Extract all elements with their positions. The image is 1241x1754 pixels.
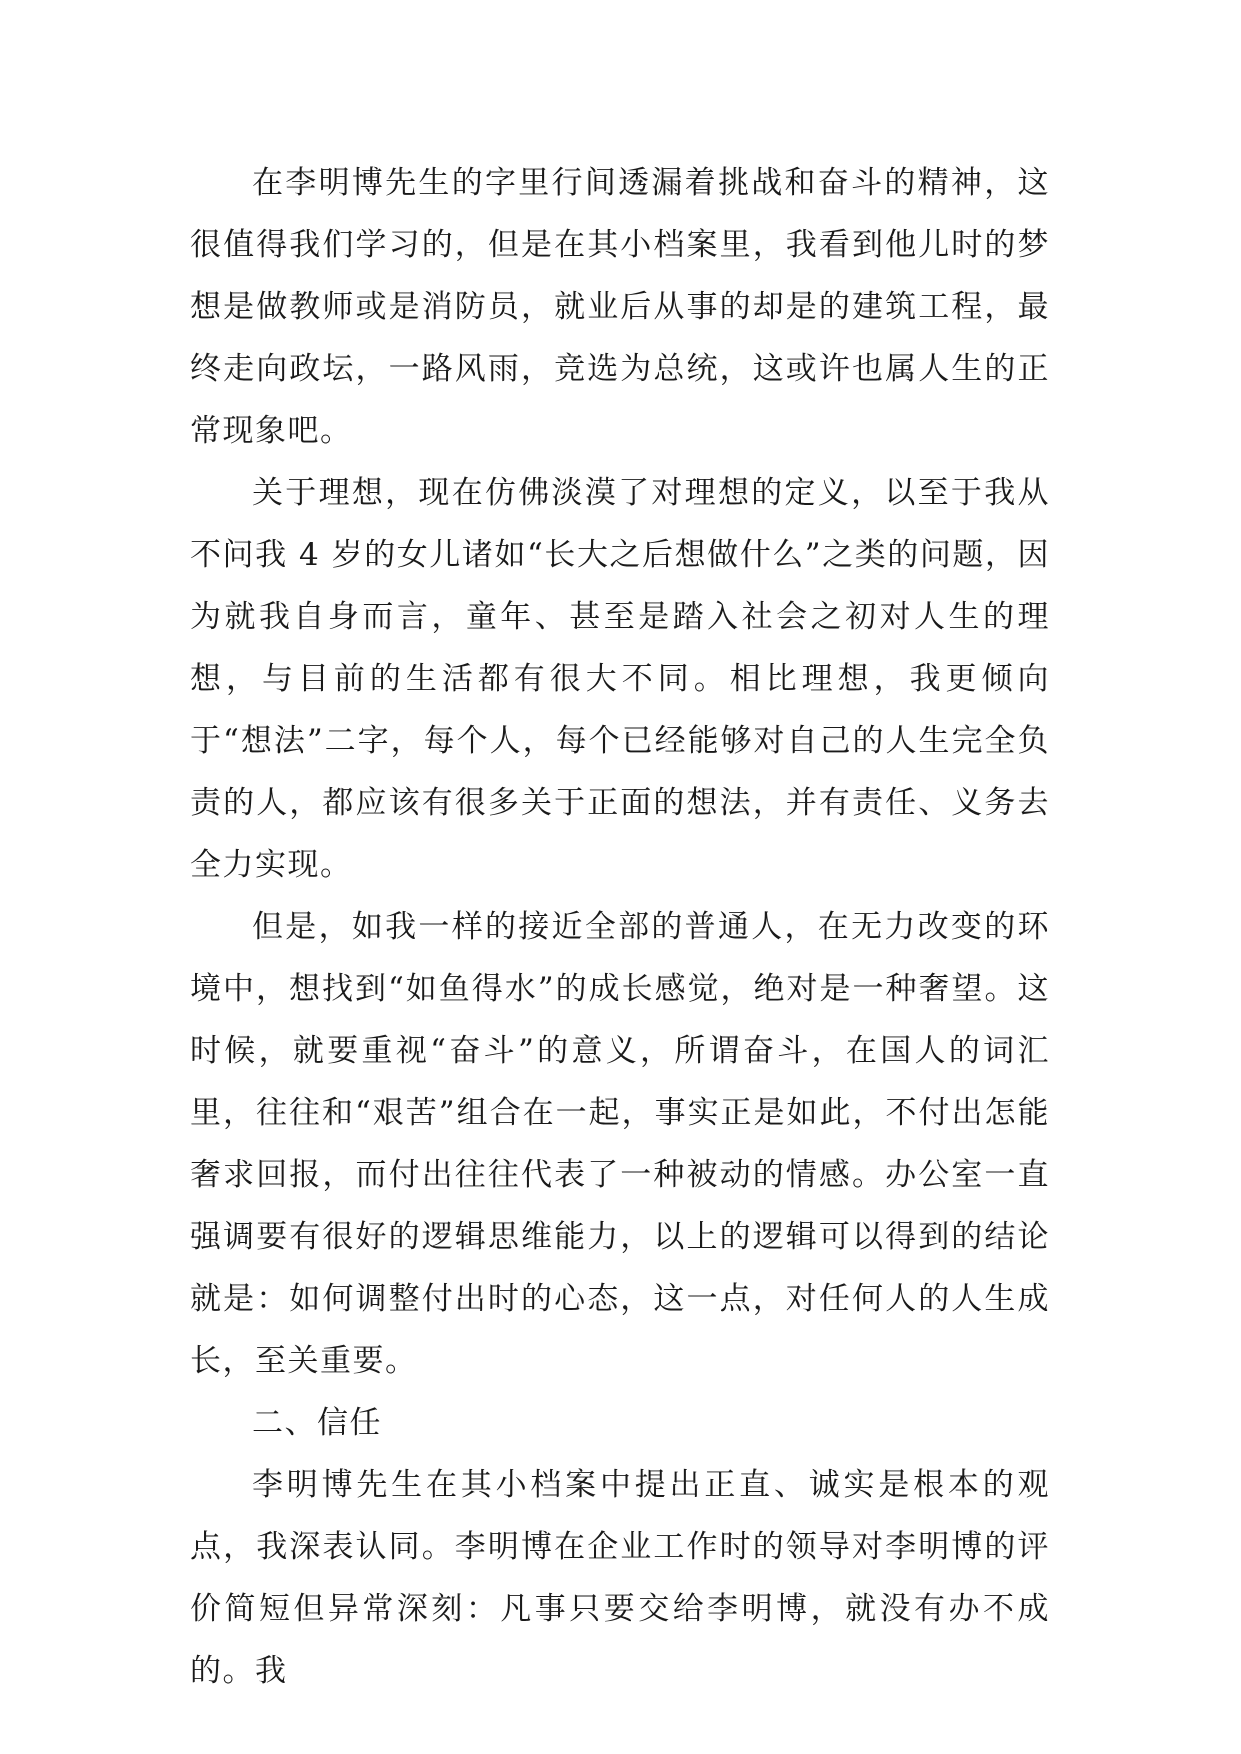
paragraph-3: 但是，如我一样的接近全部的普通人，在无力改变的环境中，想找到“如鱼得水”的成长感觉，绝对是一种奢望。这时候，就要重视“奋斗”的意义，所谓奋斗，在国人的词汇里，往往和“艰苦”组合在一起，事实正是如此，不付出怎能奢求回报，而付出往往代表了一种被动的情感。办公室一直强调要有很好的逻辑思维能力，以上的逻辑可以得到的结论就是：如何调整付出时的心态，这一点，对任何人的人生成长，至关重要。 [190, 909, 1050, 1379]
paragraph-2: 关于理想，现在仿佛淡漠了对理想的定义，以至于我从不问我 4 岁的女儿诸如“长大之后想做什么”之类的问题，因为就我自身而言，童年、甚至是踏入社会之初对人生的理想，与目前的生活都有很大不同。相比理想，我更倾向于“想法”二字，每个人，每个已经能够对自己的人生完全负责的人，都应该有很多关于正面的想法，并有责任、义务去全力实现。 [190, 475, 1050, 883]
section-heading-trust: 二、信任 [252, 1405, 382, 1441]
paragraph-4: 李明博先生在其小档案中提出正直、诚实是根本的观点，我深表认同。李明博在企业工作时的领导对李明博的评价简短但异常深刻：凡事只要交给李明博，就没有办不成的。我 [190, 1467, 1050, 1689]
document-body [190, 152, 1050, 1702]
paragraph-1: 在李明博先生的字里行间透漏着挑战和奋斗的精神，这很值得我们学习的，但是在其小档案里，我看到他儿时的梦想是做教师或是消防员，就业后从事的却是的建筑工程，最终走向政坛，一路风雨，竞选为总统，这或许也属人生的正常现象吧。 [190, 165, 1050, 449]
